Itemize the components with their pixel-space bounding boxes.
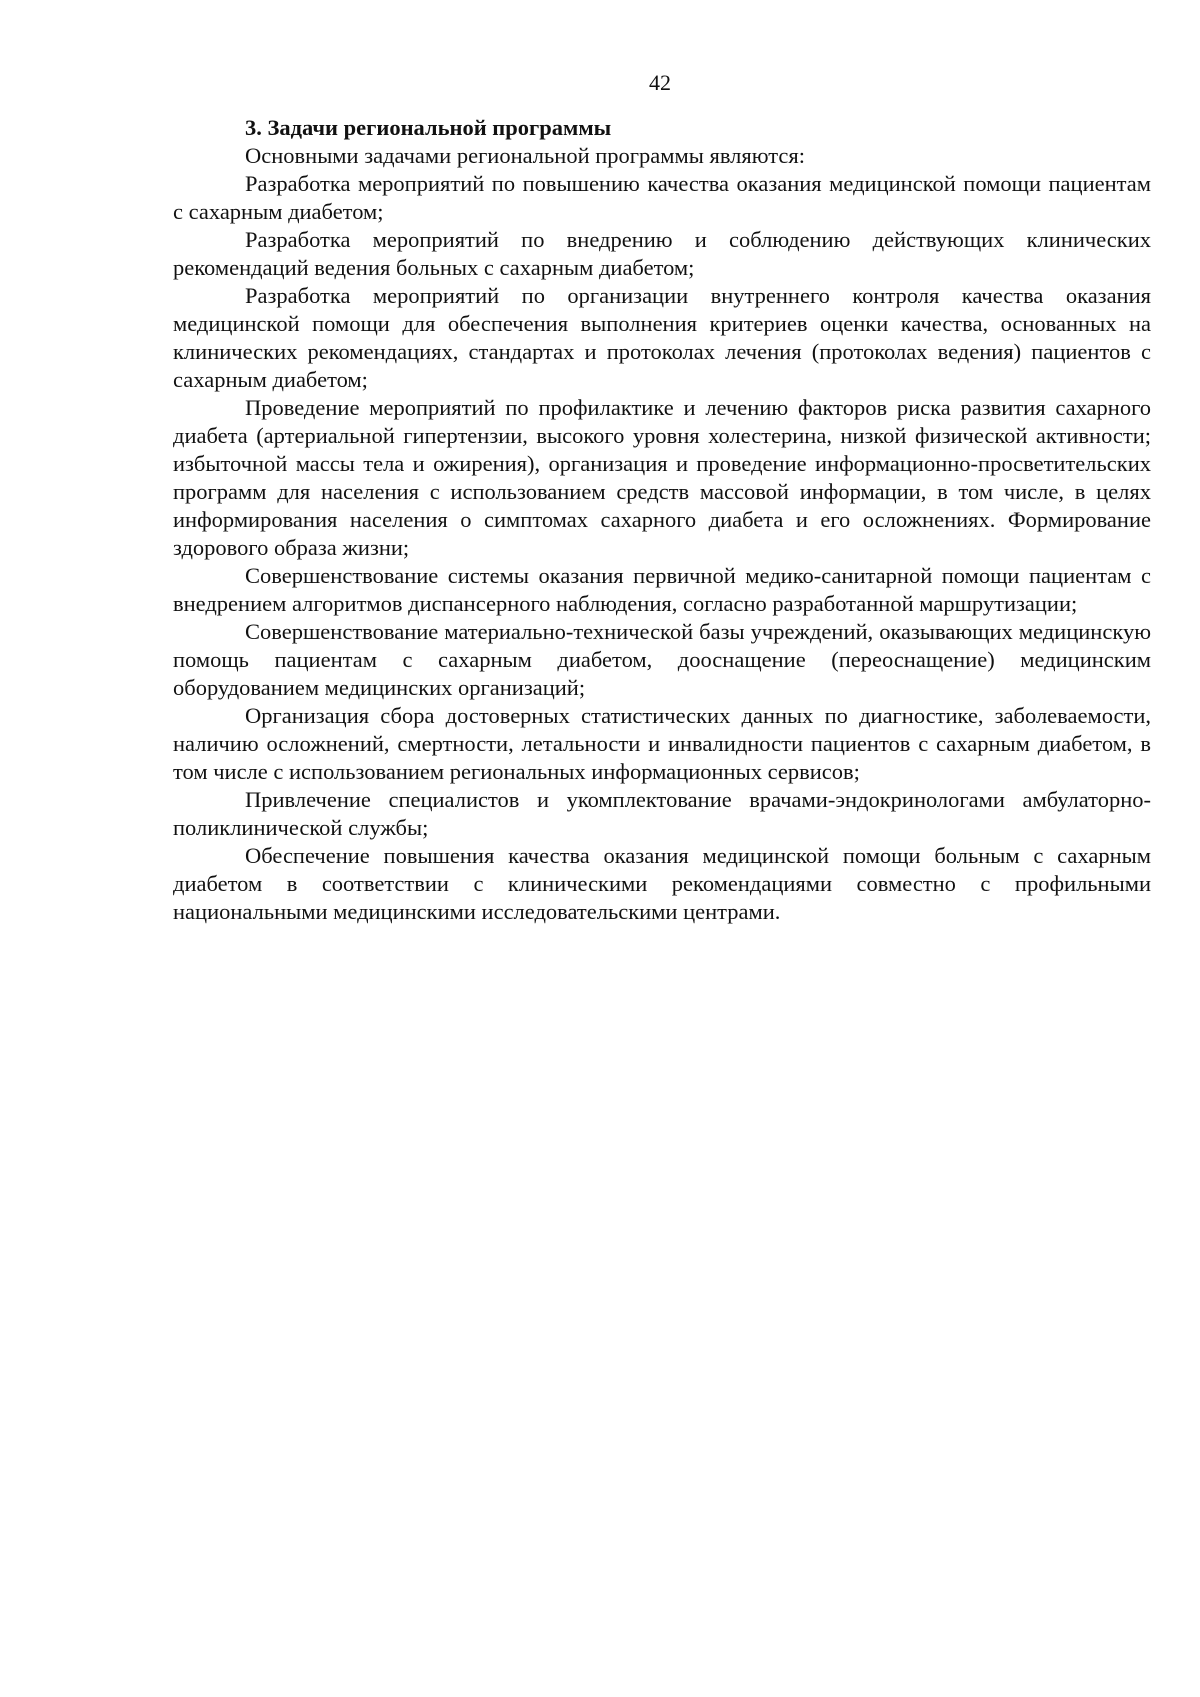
page-number: 42 (649, 70, 671, 95)
paragraph-intro: Основными задачами региональной программы являются: (245, 143, 805, 168)
paragraph-task-9: Обеспечение повышения качества оказания медицинской помощи больным с сахарным диабетом в соответствии с клиническими рекомендациями совместно с профильными национальными медицинскими исследовательскими центрами. (173, 843, 1151, 924)
paragraph-task-8: Привлечение специалистов и укомплектование врачами-эндокринологами амбулаторно-поликлинической службы; (173, 787, 1151, 840)
section-content (173, 114, 1151, 926)
paragraph-task-6: Совершенствование материально-технической базы учреждений, оказывающих медицинскую помощь пациентам с сахарным диабетом, дооснащение (переоснащение) медицинским оборудованием медицинских организаций; (173, 619, 1151, 700)
paragraph-task-2: Разработка мероприятий по внедрению и соблюдению действующих клинических рекомендаций ведения больных с сахарным диабетом; (173, 227, 1151, 280)
paragraph-task-5: Совершенствование системы оказания первичной медико-санитарной помощи пациентам с внедрением алгоритмов диспансерного наблюдения, согласно разработанной маршрутизации; (173, 563, 1151, 616)
paragraph-task-4: Проведение мероприятий по профилактике и лечению факторов риска развития сахарного диабета (артериальной гипертензии, высокого уровня холестерина, низкой физической активности; избыточной массы тела и ожирения), организация и проведение информационно-просветительских программ для населения с использованием средств массовой информации, в том числе, в целях информирования населения о симптомах сахарного диабета и его осложнениях. Формирование здорового образа жизни; (173, 395, 1151, 560)
paragraph-task-3: Разработка мероприятий по организации внутреннего контроля качества оказания медицинской помощи для обеспечения выполнения критериев оценки качества, основанных на клинических рекомендациях, стандартах и протоколах лечения (протоколах ведения) пациентов с сахарным диабетом; (173, 283, 1151, 392)
paragraph-task-7: Организация сбора достоверных статистических данных по диагностике, заболеваемости, наличию осложнений, смертности, летальности и инвалидности пациентов с сахарным диабетом, в том числе с использованием региональных информационных сервисов; (173, 703, 1151, 784)
paragraph-task-1: Разработка мероприятий по повышению качества оказания медицинской помощи пациентам с сахарным диабетом; (173, 171, 1151, 224)
section-heading: 3. Задачи региональной программы (245, 115, 612, 140)
